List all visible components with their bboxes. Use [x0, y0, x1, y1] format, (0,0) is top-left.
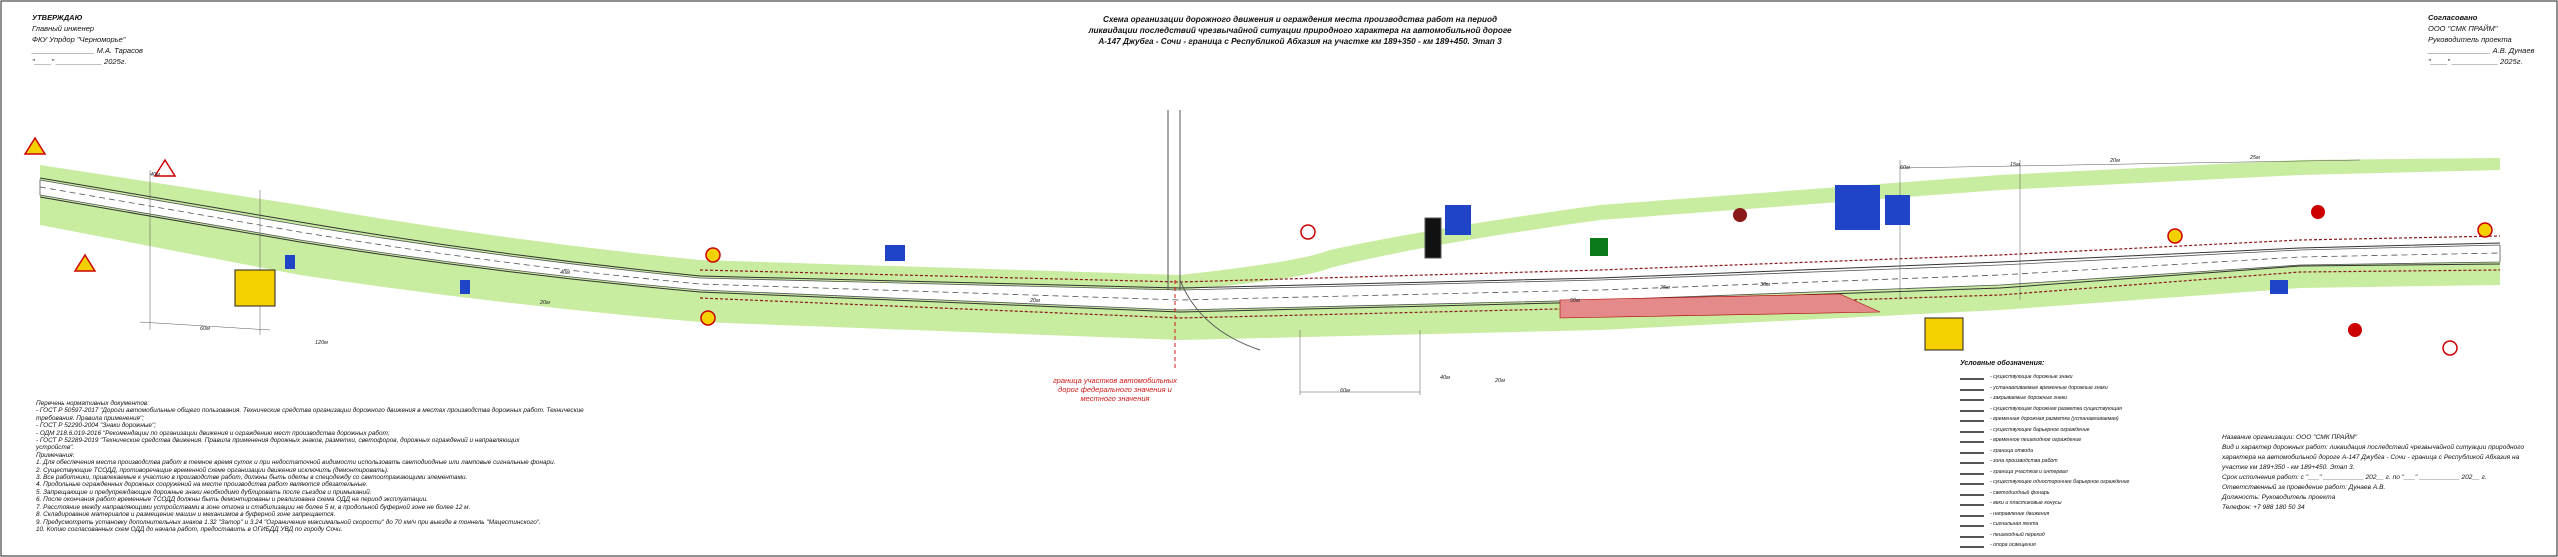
info-sign-icon	[885, 245, 905, 261]
legend-item: - закрываемые дорожные знаки	[1990, 395, 2068, 401]
agree-org: ООО "СМК ПРАЙМ"	[2428, 24, 2498, 33]
warning-sign-icon	[25, 138, 45, 154]
note-line: - ГОСТ Р 52290-2004 "Знаки дорожные";	[36, 422, 157, 430]
info-line: Должность: Руководитель проекта	[2222, 494, 2336, 501]
info-line: Телефон: +7 988 180 50 34	[2222, 504, 2305, 511]
legend-item: - направление движения	[1990, 510, 2050, 517]
legend-item: - временная дорожная разметка (устанавливаемая)	[1990, 416, 2119, 422]
legend-swatch	[1960, 389, 1984, 391]
info-sign-icon	[2270, 280, 2288, 294]
dimension-label: 20м	[1495, 378, 1505, 384]
info-sign-icon	[460, 280, 470, 294]
direction-sign-icon	[1590, 238, 1608, 256]
legend-item: - устанавливаемые временные дорожные знаки	[1990, 384, 2108, 391]
legend-swatch	[1960, 452, 1984, 454]
note-line: устройств".	[36, 444, 75, 452]
speed-limit-icon	[706, 248, 720, 262]
legend-swatch	[1960, 536, 1984, 538]
legend-item: - существующая дорожная разметка существующая	[1990, 405, 2122, 412]
legend-item: - временное пешеходное ограждение	[1990, 437, 2082, 443]
dimension-label: 60м	[1340, 388, 1350, 394]
dimension-label: 120м	[315, 340, 328, 346]
dimension-label: 25м	[2250, 155, 2260, 161]
legend-swatch	[1960, 378, 1984, 380]
direction-sign-icon	[1445, 205, 1471, 235]
dimension-label: 25м	[1660, 285, 1670, 291]
work-info-block	[2222, 433, 2552, 513]
legend-item: - зона производства работ	[1990, 458, 2058, 464]
legend-item: - светодиодный фонарь	[1990, 489, 2050, 496]
legend-swatch	[1960, 473, 1984, 475]
legend-swatch	[1960, 410, 1984, 412]
approve-heading: УТВЕРЖДАЮ	[32, 13, 83, 22]
approve-org: ФКУ Упрдор "Черноморье"	[32, 35, 126, 44]
detour-sign-icon	[1925, 318, 1963, 350]
speed-limit-icon	[2168, 229, 2182, 243]
legend-item: - вехи и пластиковые конусы	[1990, 500, 2062, 506]
note-line: требования. Правила применения";	[36, 414, 145, 422]
note-line: - ГОСТ Р 50597-2017 "Дороги автомобильные общего пользования. Технические средства организации дорожного движения в местах производства дорожных работ. Технические	[36, 407, 584, 415]
legend-swatch	[1960, 525, 1984, 527]
dimension-label: 60м	[1900, 165, 1910, 171]
info-line: Вид и характер дорожных работ: ликвидация последствий чрезвычайной ситуации природного	[2222, 444, 2525, 451]
legend-item: - существующее барьерное ограждение	[1990, 426, 2090, 433]
agreement-block	[2428, 12, 2558, 67]
note-line: 10. Копию согласованных схем ОДД до начала работ, предоставить в ОГИБДД УВД по городу Сочи.	[36, 525, 343, 533]
info-line: Название организации: ООО "СМК ПРАЙМ"	[2222, 434, 2358, 441]
agree-position: Руководитель проекта	[2428, 35, 2512, 44]
title-line-2: ликвидации последствий чрезвычайной ситуации природного характера на автомобильной дороге	[1088, 26, 1512, 35]
no-entry-icon	[1301, 225, 1315, 239]
legend-item: - опора освещения	[1990, 542, 2036, 548]
dimension-label: 20м	[1030, 298, 1040, 304]
note-line: 7. Расстояние между направляющими устройствами в зоне отгона и стабилизации не более 5 м, в продольной буферной зоне не более 12 м.	[36, 503, 471, 511]
approve-date: "____" ___________ 2025г.	[32, 57, 127, 66]
speed-limit-icon	[2478, 223, 2492, 237]
legend-swatch	[1960, 483, 1984, 485]
legend-swatch	[1960, 494, 1984, 496]
dimension-label: 30м	[1760, 282, 1770, 288]
note-line: 3. Все работники, привлекаемые к участию в производстве работ, должны быть одеты в спецодежду со светоотражающими элементами.	[36, 474, 468, 482]
note-line: - ОДМ 218.6.019-2016 "Рекомендации по организации движения и ограждению мест производства дорожных работ;	[36, 429, 390, 437]
legend-swatch	[1960, 420, 1984, 422]
note-line: 9. Предусмотреть установку дополнительных знаков 1.32 "Затор" и 3.24 "Ограничение максимальной скорости" до 70 км/ч при выезде в тоннель "Мацестинского".	[36, 518, 541, 526]
note-line: - ГОСТ Р 52289-2019 "Технические средства движения. Правила применения дорожных знаков, разметки, светофоров, дорожных ограждений и направляющих	[36, 437, 520, 445]
warning-sign-icon	[75, 255, 95, 271]
side-road	[1168, 110, 1180, 290]
title-line-3: А-147 Джубга - Сочи - граница с Республикой Абхазия на участке км 189+350 - км 189+450. Этап 3	[1098, 37, 1502, 46]
notes-block	[36, 400, 676, 533]
no-overtake-icon	[2443, 341, 2457, 355]
info-line: характера на автомобильной дороге А-147 Джубга - Сочи - граница с Республикой Абхазия на	[2222, 454, 2520, 461]
boundary-label: граница участков автомобильных дорог федерального значения и местного значения	[1052, 376, 1178, 403]
legend-item: - пешеходный переход	[1990, 531, 2045, 538]
legend-item: - граница участков и интервал	[1990, 468, 2068, 475]
note-line: 6. После окончания работ временные ТСОДД должны быть демонтированы и реализована схема ОДД на период эксплуатации.	[36, 496, 429, 504]
direction-sign-icon	[1835, 185, 1880, 230]
page-title	[1000, 14, 1600, 47]
dimension-label: 40м	[150, 172, 160, 178]
info-line: Срок исполнения работ: с "___" ___________ 202__ г. по "___" ___________ 202__ г.	[2222, 474, 2487, 481]
dimension-label: 40м	[1440, 375, 1450, 381]
note-line: 8. Складирование материалов и размещение машин и механизмов в буферной зоне запрещается.	[36, 511, 336, 519]
note-line: 5. Запрещающие и предупреждающие дорожные знаки необходимо дублировать после съездов и примыканий.	[36, 488, 372, 496]
dimension-label: 60м	[200, 326, 210, 332]
legend-item: - граница отвода	[1990, 447, 2034, 454]
approve-position: Главный инженер	[32, 24, 95, 33]
agree-date: "____" ___________ 2025г.	[2428, 57, 2523, 66]
detour-sign-icon	[235, 270, 275, 306]
note-line: Примечания:	[36, 451, 75, 459]
legend-title: Условные обозначения:	[1960, 360, 2045, 367]
info-line: участке км 189+350 - км 189+450. Этап 3.	[2222, 464, 2355, 471]
direction-sign-icon	[1425, 218, 1441, 258]
legend-item: - существующее одностороннее барьерное ограждение	[1990, 479, 2130, 485]
traffic-light-icon	[1733, 208, 1747, 222]
dimension-label: 20м	[2110, 158, 2120, 164]
info-line: Ответственный за проведение работ: Дунаев А.В.	[2222, 484, 2386, 491]
legend-swatch	[1960, 504, 1984, 506]
dimension-label: 50м	[1570, 298, 1580, 304]
legend-swatch	[1960, 431, 1984, 433]
title-line-1: Схема организации дорожного движения и ограждения места производства работ на период	[1102, 15, 1498, 24]
no-entry-icon	[2311, 205, 2325, 219]
no-entry-icon	[2348, 323, 2362, 337]
legend-swatch	[1960, 546, 1984, 548]
approve-signature: _______________ М.А. Тарасов	[32, 46, 143, 55]
dimension-label: 40м	[560, 270, 570, 276]
note-line: Перечень нормативных документов:	[36, 400, 150, 407]
note-line: 1. Для обеспечения места производства работ в темное время суток и при недостаточной видимости использовать светодиодные или ламповые сигнальные фонари.	[36, 459, 556, 467]
speed-limit-icon	[701, 311, 715, 325]
legend-swatch	[1960, 441, 1984, 443]
legend-swatch	[1960, 462, 1984, 464]
direction-sign-icon	[1885, 195, 1910, 225]
dimension-label: 20м	[540, 300, 550, 306]
legend-item: - сигнальная лента	[1990, 521, 2039, 527]
note-line: 4. Продольные огражденных дорожных сооружений на месте производства работ являются обязательные.	[36, 481, 368, 489]
dimension-label: 15м	[2010, 162, 2020, 168]
legend-swatch	[1960, 515, 1984, 517]
agree-heading: Согласовано	[2428, 13, 2478, 22]
approval-block	[32, 12, 212, 67]
legend-item: - существующие дорожные знаки	[1990, 374, 2073, 380]
info-sign-icon	[285, 255, 295, 269]
legend-swatch	[1960, 399, 1984, 401]
note-line: 2. Существующие ТСОДД, противоречащие временной схеме организации движения исключить (демонтировать).	[36, 466, 389, 474]
agree-signature: _______________ А.В. Дунаев	[2428, 46, 2535, 55]
